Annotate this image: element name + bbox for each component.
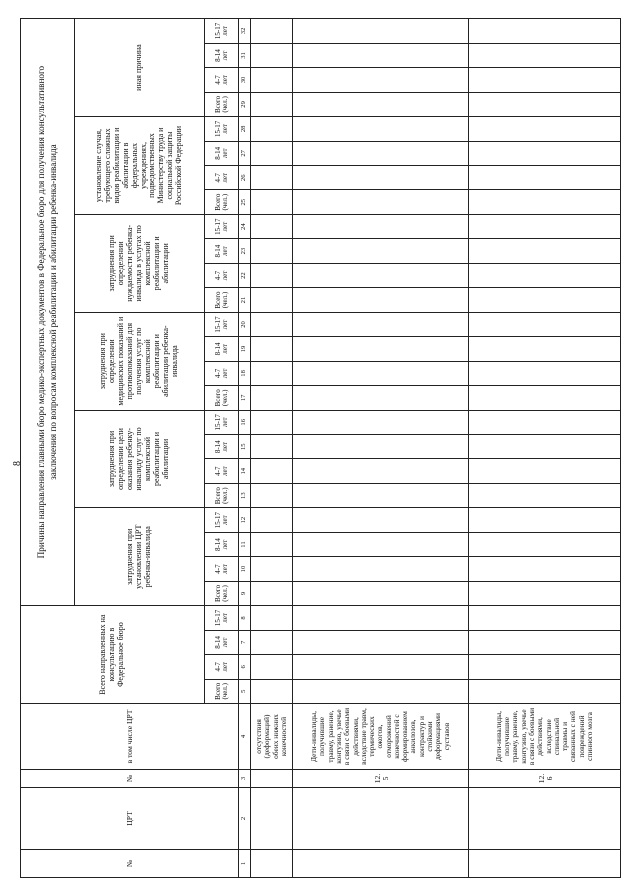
table-row [469,19,621,878]
row-label: Дети-инвалиды, получившие травму, ранение, контузию, увечье в связи с боевыми действиями, вследствие спинальной травмы и связанных с ней повреждений спинного мозга [469,704,621,770]
page-number: 8 [12,461,23,466]
age-subheader: 15-17 лет [205,508,239,532]
data-cell [469,92,621,116]
data-cell [293,410,469,434]
data-cell [469,337,621,361]
column-number: 10 [239,557,251,581]
data-cell [293,655,469,679]
data-cell [469,386,621,410]
data-cell [293,117,469,141]
data-cell [469,214,621,238]
data-cell [469,263,621,287]
data-cell [251,386,293,410]
data-cell [469,190,621,214]
data-cell [251,361,293,385]
age-subheader: 4-7 лет [205,361,239,385]
column-number: 4 [239,704,251,770]
age-subheader: 4-7 лет [205,68,239,92]
age-subheader: 4-7 лет [205,263,239,287]
data-cell [469,532,621,556]
column-number: 9 [239,581,251,605]
age-subheader: Всего (чел.) [205,190,239,214]
age-subheader: 4-7 лет [205,459,239,483]
data-cell [293,508,469,532]
header-difficulty-2: затруднения при определении цели оказания ребенку-инвалиду услуг по комплексной реабилитации и абилитации [75,410,205,508]
column-number: 29 [239,92,251,116]
data-cell [293,214,469,238]
column-number: 16 [239,410,251,434]
column-number: 23 [239,239,251,263]
data-cell [469,117,621,141]
data-cell [293,679,469,703]
data-cell [293,630,469,654]
data-cell [251,92,293,116]
age-subheader: 15-17 лет [205,410,239,434]
age-subheader: Всего (чел.) [205,679,239,703]
cell-no [469,850,621,878]
data-cell [251,288,293,312]
age-subheader: 8-14 лет [205,630,239,654]
data-cell [469,361,621,385]
data-cell [251,606,293,630]
data-cell [293,92,469,116]
age-subheader: Всего (чел.) [205,483,239,507]
data-cell [293,239,469,263]
data-cell [293,581,469,605]
data-cell [251,630,293,654]
header-crt: ЦРТ [21,788,239,850]
age-subheader: Всего (чел.) [205,92,239,116]
data-cell [293,361,469,385]
column-number: 8 [239,606,251,630]
header-no: № [21,850,239,878]
column-number: 31 [239,43,251,67]
data-cell [293,141,469,165]
data-cell [293,43,469,67]
age-subheader: 8-14 лет [205,43,239,67]
column-number: 1 [239,850,251,878]
data-cell [469,68,621,92]
data-cell [293,435,469,459]
column-number: 28 [239,117,251,141]
row-code: 12.6 [469,770,621,788]
column-number: 24 [239,214,251,238]
column-number: 25 [239,190,251,214]
column-number: 12 [239,508,251,532]
header-in-total: в том числе ЦРТ [21,704,239,770]
age-subheader: 8-14 лет [205,141,239,165]
data-cell [293,288,469,312]
data-cell [469,43,621,67]
cell-no [251,850,293,878]
age-subheader: 8-14 лет [205,239,239,263]
data-cell [251,483,293,507]
data-cell [251,508,293,532]
table-row [251,19,293,878]
column-number: 11 [239,532,251,556]
data-cell [251,141,293,165]
data-cell [293,606,469,630]
data-cell [251,557,293,581]
column-number: 2 [239,788,251,850]
data-cell [251,581,293,605]
age-subheader: 15-17 лет [205,606,239,630]
column-number: 32 [239,19,251,44]
column-number: 13 [239,483,251,507]
column-number: 27 [239,141,251,165]
data-cell [251,459,293,483]
data-cell [293,532,469,556]
data-cell [469,630,621,654]
data-cell [469,508,621,532]
data-cell [469,288,621,312]
data-cell [469,679,621,703]
data-cell [469,581,621,605]
data-cell [251,117,293,141]
data-cell [293,166,469,190]
column-number: 18 [239,361,251,385]
data-cell [293,68,469,92]
data-cell [251,239,293,263]
data-cell [251,68,293,92]
cell-crt [469,788,621,850]
header-total-sent: Всего направленных на консультацию в Федеральное бюро [21,606,205,704]
column-number: 19 [239,337,251,361]
data-cell [469,435,621,459]
column-number-row [239,19,251,878]
header-other-reason: иная причина [75,19,205,117]
column-number: 22 [239,263,251,287]
data-cell [251,410,293,434]
column-number: 30 [239,68,251,92]
data-cell [293,337,469,361]
data-cell [469,141,621,165]
data-cell [469,459,621,483]
data-cell [469,606,621,630]
age-subheader: Всего (чел.) [205,581,239,605]
cell-crt [251,788,293,850]
data-cell [251,214,293,238]
data-cell [293,312,469,336]
age-subheader: 15-17 лет [205,214,239,238]
age-subheader: 4-7 лет [205,655,239,679]
data-cell [251,655,293,679]
data-cell [469,410,621,434]
data-cell [469,19,621,44]
column-number: 17 [239,386,251,410]
data-cell [251,19,293,44]
data-cell [469,166,621,190]
data-cell [293,557,469,581]
age-subheader: 4-7 лет [205,557,239,581]
column-number: 6 [239,655,251,679]
column-number: 14 [239,459,251,483]
age-subheader: 8-14 лет [205,532,239,556]
column-number: 5 [239,679,251,703]
column-number: 15 [239,435,251,459]
data-cell [293,483,469,507]
data-cell [251,190,293,214]
data-cell [293,19,469,44]
row-code [251,770,293,788]
header-difficulty-1: затруднения при установлении ЦРТ ребенка-инвалида [75,508,205,606]
data-cell [251,435,293,459]
column-number: 20 [239,312,251,336]
data-cell [469,483,621,507]
age-subheader: 8-14 лет [205,337,239,361]
data-cell [251,312,293,336]
age-subheader: 15-17 лет [205,117,239,141]
data-cell [251,263,293,287]
age-subheader: Всего (чел.) [205,386,239,410]
data-cell [251,166,293,190]
age-subheader: 8-14 лет [205,435,239,459]
table-title: Причины направления главными бюро медико-экспертных документов в Федеральное бюро для получения консультативного заключения по вопросам комплексной реабилитации и абилитации ребенка-инвалида [21,19,75,606]
row-code: 12.5 [293,770,469,788]
data-cell [251,337,293,361]
age-subheader: 15-17 лет [205,19,239,44]
row-label: Дети-инвалиды, получившие травму, ранение, контузию, увечье в связи с боевыми действиями, вследствие травм, термических ожогов, отморожений конечностей с формированием анкилозов, контрактур и стойкими деформациями суставов [293,704,469,770]
age-subheader: Всего (чел.) [205,288,239,312]
cell-no [293,850,469,878]
data-cell [469,655,621,679]
age-subheader: 4-7 лет [205,166,239,190]
report-table [20,18,621,878]
data-cell [293,459,469,483]
column-number: 3 [239,770,251,788]
header-establishment: установление случая, требующего сложных видов реабилитации и абилитации в федеральных учреждениях, подведомственных Министерству труда и социальной защиты Российской Федерации [75,117,205,215]
header-difficulty-4: затруднения при определении нуждаемости ребенка-инвалида в услугах по комплексной реабилитации и абилитации [75,214,205,312]
cell-crt [293,788,469,850]
data-cell [469,312,621,336]
data-cell [469,239,621,263]
column-number: 26 [239,166,251,190]
row-label: отсутствия (деформаций) обеих нижних конечностей [251,704,293,770]
data-cell [469,557,621,581]
header-difficulty-3: затруднения при определении медицинских показаний и противопоказаний для получения услуг по комплексной реабилитации и абилитации ребенка-инвалида [75,312,205,410]
age-subheader: 15-17 лет [205,312,239,336]
column-number: 21 [239,288,251,312]
data-cell [293,190,469,214]
header-no2: № [21,770,239,788]
data-cell [293,386,469,410]
data-cell [251,43,293,67]
table-row [293,19,469,878]
data-cell [251,679,293,703]
data-cell [251,532,293,556]
data-cell [293,263,469,287]
column-number: 7 [239,630,251,654]
